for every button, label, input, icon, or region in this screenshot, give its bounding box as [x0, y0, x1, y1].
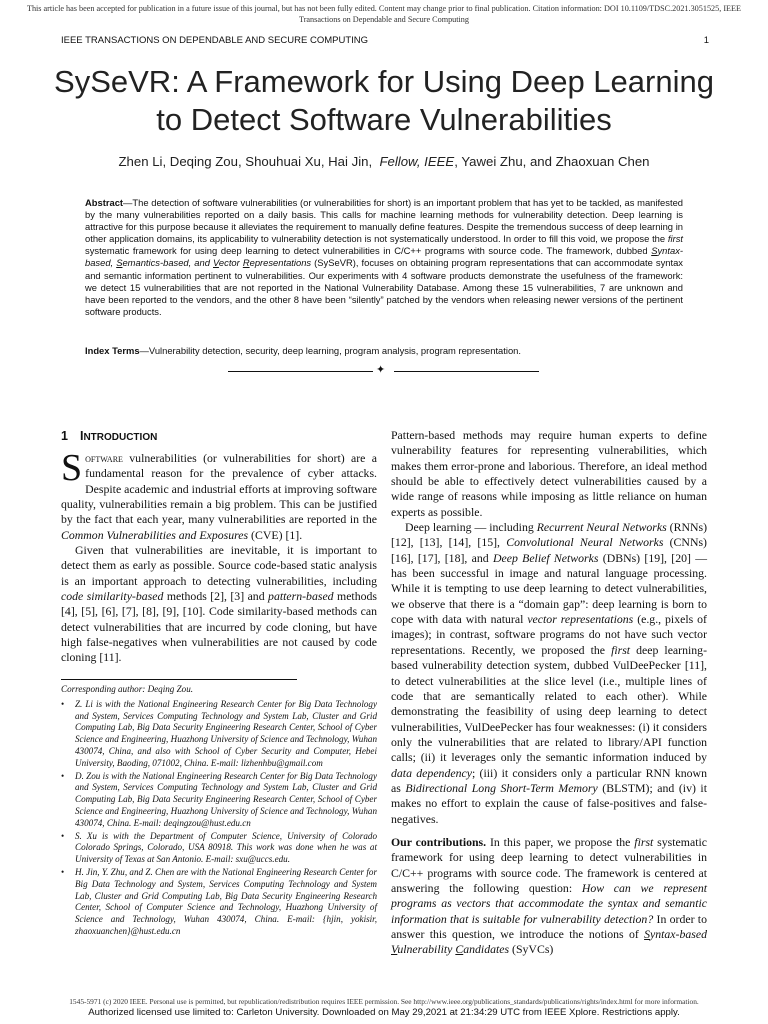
intro-p1-cve: Common Vulnerabilities and Exposures: [61, 527, 249, 542]
r2-vr: vector representations: [527, 612, 634, 627]
paper-title: [0, 63, 768, 139]
syvc-letter-v: V: [391, 942, 398, 957]
page-number: 1: [703, 35, 709, 46]
right-paragraph-2: [391, 520, 707, 827]
r2-first: first: [611, 642, 631, 657]
separator-rule-left: [228, 371, 373, 372]
acceptance-banner: [0, 3, 768, 25]
left-column: [61, 428, 377, 666]
license-footer: Authorized licensed use limited to: Carleton University. Downloaded on May 29,2021 at 21:34:29 UTC from IEEE Xplore. Restrictions apply.: [88, 1007, 680, 1018]
r2-rnn: Recurrent Neural Networks: [536, 520, 667, 535]
affiliation-item: • D. Zou is with the National Engineering Research Center for Big Data Technology and System, Services Computing Technology and System Lab, Cluster and Grid Computing Lab, Big Data Security Engineering Research Center, School of Cyber Science and Engineering, Huazhong University of Science and Technology, Wuhan 430074, China. E-mail: deqingzou@hust.edu.cn: [61, 771, 377, 830]
affiliation-item: • H. Jin, Y. Zhu, and Z. Chen are with the National Engineering Research Center for Big Data Technology and System, Services Computing Technology and System Lab, Cluster and Grid Computing Lab, Big Data Security Engineering Research Center, School of Computer Science and Technology, Huazhong University of Science and Technology, Wuhan 430074, China. E-mail: {hjin, yokisir, zhaoxuanchen}@hust.edu.cn: [61, 867, 377, 938]
title-line-2: to Detect Software Vulnerabilities: [156, 102, 612, 137]
intro-p2-code-sim: code similarity-based: [61, 589, 164, 604]
corresponding-author: Corresponding author: Deqing Zou.: [61, 684, 194, 694]
separator-ornament: ✦: [376, 364, 386, 376]
separator-rule-right: [394, 371, 539, 372]
footnotes: [61, 684, 377, 939]
r3-question: How can we represent programs as vectors that accommodate the syntax and semantic information that is suitable for vulnerability detection?: [391, 880, 707, 926]
authors-part-a: Zhen Li, Deqing Zou, Shouhuai Xu, Hai Jin,: [118, 154, 373, 169]
intro-p1-text-b: (CVE) [1].: [248, 527, 303, 542]
affiliation-item: • Z. Li is with the National Engineering Research Center for Big Data Technology and System, Services Computing Technology and System Lab, Cluster and Grid Computing Lab, Big Data Security Engineering Research Center, School of Cyber Science and Engineering, Huazhong University of Science and Technology, Wuhan 430074, China, and also with School of Cyber Security and Computer, Hebei University, Baoding, 071002, China. E-mail: lizhenhbu@gmail.com: [61, 699, 377, 770]
syvc-part-vulnerability: ulnerability: [397, 942, 456, 957]
r2-b: (RNNs) [12], [13], [14], [15],: [391, 520, 708, 550]
framework-part-semantics: emantics-based, and: [122, 257, 214, 269]
section-title-rest: NTRODUCTION: [83, 432, 158, 443]
authors-fellow: Fellow, IEEE: [379, 154, 455, 169]
framework-letter-r: R: [242, 257, 250, 269]
banner-line-2: Transactions on Dependable and Secure Computing: [298, 15, 469, 24]
r2-e: (e.g., pixels of images); in contrast, software programs do not have such vector representations. Recently, we proposed the: [391, 612, 707, 657]
r2-h: (BLSTM); and (iv) it makes no effort to explain the cause of false-positives and false-negatives.: [391, 780, 707, 826]
framework-letter-v: V: [213, 257, 219, 269]
intro-paragraph-2: [61, 543, 377, 666]
abstract-text-1: —The detection of software vulnerabilities (or vulnerabilities for short) is an important problem that has yet to be tackled, as manifested by the many vulnerabilities reported on a daily basis. This calls for machine learning methods for vulnerability detection. Deep learning is attractive for this purpose because it alleviates the requirement to manually define features. Despite the tremendous success of deep learning in other application domains, its applicability to vulnerability detection is not systematically understood. In order to fill this void, we propose the: [85, 197, 683, 245]
syvc-letter-s: S: [644, 927, 650, 941]
abstract: [85, 197, 683, 318]
r2-dd: data dependency: [391, 765, 472, 780]
index-terms: [85, 345, 683, 356]
r3-first: first: [634, 834, 654, 849]
section-heading-introduction: [61, 428, 377, 446]
r3-c: In order to answer this question, we introduce the notions of: [391, 911, 707, 941]
section-number: 1: [61, 429, 68, 443]
syvc-letter-c: C: [455, 942, 464, 957]
r3-a: In this paper, we propose the: [486, 834, 635, 849]
syvc-part-syntax: yntax-based: [650, 927, 707, 941]
r2-a: Deep learning — including: [405, 520, 537, 535]
right-paragraph-1: Pattern-based methods may require human experts to define vulnerability features for representing vulnerabilities, which makes them error-prone and laborious. Therefore, an ideal method should be able to effectively detect vulnerabilities caused by a wide range of reasons while imposing as little reliance on human experts as possible.: [391, 428, 707, 519]
intro-p2-pattern: pattern-based: [268, 589, 334, 604]
running-head: [61, 35, 709, 46]
copyright-footer: 1545-5971 (c) 2020 IEEE. Personal use is permitted, but republication/redistribution requires IEEE permission. See http://www.ieee.org/publications_standards/publications/rights/index.html for more information.: [69, 997, 699, 1006]
intro-p2-text-c: methods [4], [5], [6], [7], [8], [9], [10]. Code similarity-based methods can detect vulnerabilities that are incurred by code cloning, but have high false-negatives when vulnerabilities are not caused by code cloning [11].: [61, 589, 377, 665]
index-terms-label: Index Terms: [85, 345, 140, 356]
footnote-rule: [61, 679, 297, 680]
syvc-part-candidates: andidates: [463, 942, 510, 957]
abstract-text-2: systematic framework for using deep learning to detect vulnerabilities in C/C++ programs with source code. The framework, dubbed: [85, 245, 652, 257]
framework-part-representations: epresentations: [249, 257, 312, 269]
index-terms-text: —Vulnerability detection, security, deep learning, program analysis, program representation.: [139, 345, 521, 356]
title-line-1: SySeVR: A Framework for Using Deep Learning: [54, 64, 714, 99]
r2-d: (DBNs) [19], [20] — has been successful in image and natural language processing. While it is tempting to use deep learning to detect vulnerabilities, we observe that there is a “domain gap”: deep learning is born to cope with data with natural: [391, 550, 707, 627]
framework-part-vector: ector: [218, 257, 243, 269]
right-column: [391, 428, 707, 958]
r2-cnn: Convolutional Neural Networks: [506, 535, 664, 550]
contributions-paragraph: [391, 835, 707, 958]
intro-p2-text-a: Given that vulnerabilities are inevitable, it is important to detect them as early as possible. Source code-based static analysis is an important approach to detecting vulnerabilities, including: [61, 543, 377, 588]
intro-paragraph-1: [61, 447, 377, 543]
intro-smallcaps: oftware: [85, 451, 123, 465]
abstract-first: first: [667, 233, 683, 245]
r2-dbn: Deep Belief Networks: [492, 550, 599, 565]
intro-p2-text-b: methods [2], [3] and: [163, 589, 269, 604]
r2-f: deep learning-based vulnerability detection system, dubbed VulDeePecker [11], to detect vulnerabilities at the slice level (i.e., multiple lines of code that are semantically related to each other). While demonstrating the feasibility of using deep learning to detect vulnerabilities, VulDeePecker has four weaknesses: (i) it considers only the vulnerabilities that are related to library/API function calls; (ii) it leverages only the semantic information induced by: [391, 642, 707, 765]
affiliation-list: [61, 699, 377, 938]
r2-blstm: Bidirectional Long Short-Term Memory: [405, 780, 598, 795]
intro-p1-text-a: vulnerabilities (or vulnerabilities for short) are a fundamental reason for the prevalence of cyber attacks. Despite academic and industrial efforts at improving software quality, vulnerabilities remain a big problem. This can be justified by the fact that each year, many vulnerabilities are reported in the: [61, 451, 377, 527]
affiliation-item: • S. Xu is with the Department of Computer Science, University of Colorado Colorado Springs, Colorado, USA 80918. This work was done when he was at University of Texas at San Antonio. E-mail: sxu@uccs.edu.: [61, 831, 377, 866]
abstract-label: Abstract: [85, 197, 124, 208]
framework-letter-s2: S: [116, 257, 123, 269]
r3-b: systematic framework for using deep learning to detect vulnerabilities in C/C++ programs with source code. The framework is centered at answering the following question:: [391, 834, 707, 895]
framework-part-syntax: yntax-based,: [85, 245, 683, 269]
r2-c: (CNNs) [16], [17], [18], and: [391, 535, 707, 565]
drop-cap: S: [61, 447, 83, 489]
r2-g: ; (iii) it considers only a particular RNN known as: [391, 765, 707, 795]
framework-letter-s1: S: [651, 245, 658, 257]
journal-name: IEEE TRANSACTIONS ON DEPENDABLE AND SECURE COMPUTING: [61, 35, 369, 46]
section-title-initial: I: [79, 429, 84, 443]
abstract-text-3: (SySeVR), focuses on obtaining program representations that can accommodate syntax and semantic information pertinent to vulnerabilities. Our experiments with 4 software products demonstrate the usefulness of the framework: we detect 15 vulnerabilities that are not reported in the National Vulnerability Database. Among these 15 vulnerabilities, 7 are unknown and have been reported to the vendors, and the other 8 have been “silently” patched by the vendors when releasing newer versions of the pertinent software products.: [85, 257, 683, 317]
r3-d: (SyVCs): [509, 942, 554, 957]
banner-line-1: This article has been accepted for publication in a future issue of this journal, but has not been fully edited. Content may change prior to final publication. Citation information: DOI 10.1109/TDSC.2021.3051525, IEEE: [26, 4, 742, 13]
contributions-label: Our contributions.: [391, 834, 487, 849]
author-list: [0, 154, 768, 169]
authors-part-b: , Yawei Zhu, and Zhaoxuan Chen: [454, 154, 650, 169]
